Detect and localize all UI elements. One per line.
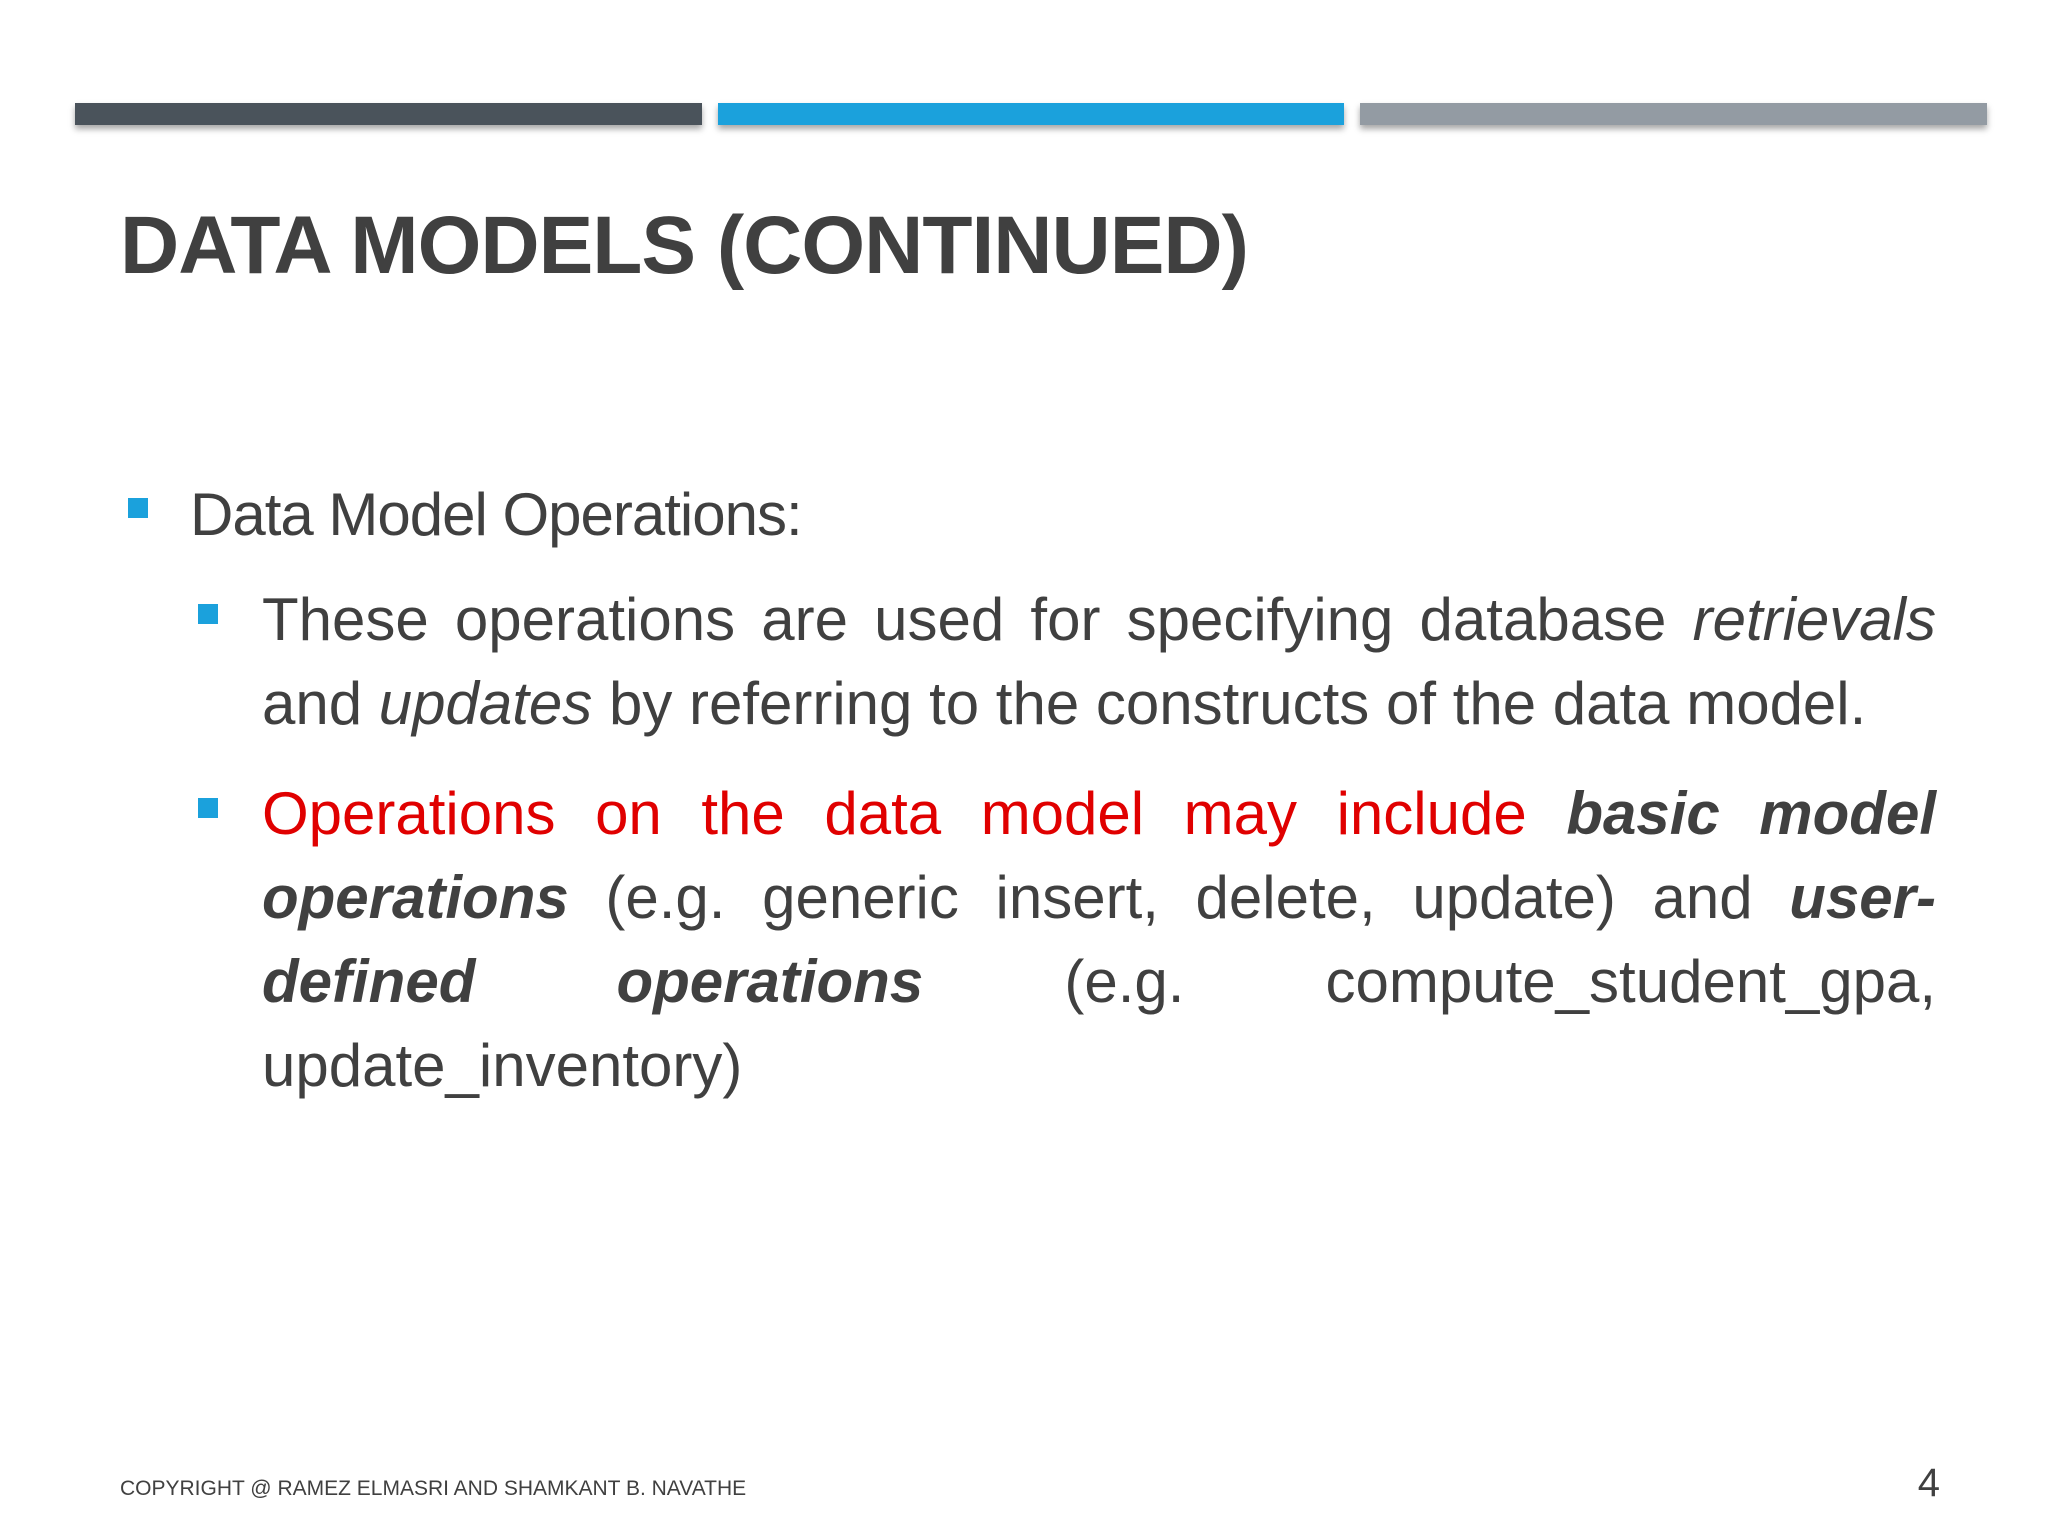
bullet-data-model-operations (120, 470, 1940, 560)
header-bar-gray (1360, 103, 1987, 125)
square-bullet-icon (198, 798, 218, 818)
sub-bullet-retrievals-updates (120, 578, 1936, 746)
header-bar-blue (718, 103, 1345, 125)
term-retrievals: retrievals (1692, 586, 1936, 653)
footer-copyright: COPYRIGHT @ RAMEZ ELMASRI AND SHAMKANT B. NAVATHE (120, 1477, 747, 1500)
sub-bullet-operation-types (120, 772, 1936, 1108)
page-number: 4 (1917, 1461, 1940, 1505)
term-basic-model-operations: basic model operations (262, 780, 1936, 931)
term-user-defined-operations: user-defined operations (262, 864, 1936, 1015)
sub-bullet-text-4: (e.g. generic insert, delete, update) and (568, 864, 1790, 931)
sub-bullet-text-5: (e.g. compute_student_gpa, update_inventory) (262, 948, 1937, 1099)
slide-title: DATA MODELS (CONTINUED) (120, 200, 1248, 291)
sub-bullet-text-3: by referring to the constructs of the data model. (592, 670, 1867, 737)
term-updates: updates (378, 670, 593, 737)
square-bullet-icon (198, 604, 218, 624)
slide-body (120, 470, 1940, 1134)
highlighted-red-text: Operations on the data model may include (262, 780, 1567, 847)
sub-bullet-text-1: These operations are used for specifying database (262, 586, 1693, 653)
header-decoration-bars (75, 103, 1987, 125)
header-bar-dark (75, 103, 702, 125)
sub-bullet-text-2: and (262, 670, 379, 737)
sub-bullet-list (120, 578, 1940, 1108)
square-bullet-icon (128, 498, 148, 518)
bullet-label: Data Model Operations: (190, 481, 802, 548)
